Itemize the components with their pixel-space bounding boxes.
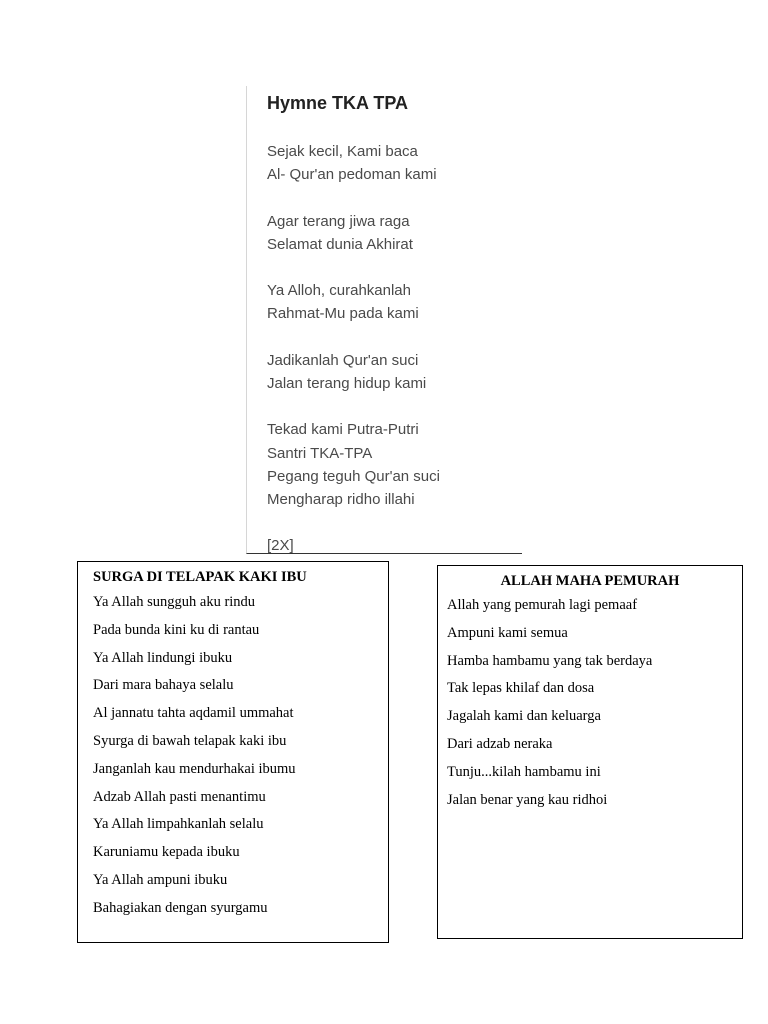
- verse-line: Pada bunda kini ku di rantau: [93, 621, 260, 638]
- surga-title: SURGA DI TELAPAK KAKI IBU: [93, 569, 307, 585]
- surga-verse-list: [93, 589, 388, 923]
- hymne-stanza: [267, 418, 440, 511]
- hymne-panel: [246, 86, 522, 554]
- hymne-line: Selamat dunia Akhirat: [267, 235, 413, 253]
- hymne-line: Ya Alloh, curahkanlah: [267, 282, 411, 300]
- hymne-stanza: [267, 140, 440, 186]
- hymne-line: Santri TKA-TPA: [267, 444, 373, 462]
- verse-line: Karuniamu kepada ibuku: [93, 844, 240, 861]
- verse-line: Syurga di bawah telapak kaki ibu: [93, 732, 287, 749]
- hymne-stanza: [267, 534, 440, 554]
- verse-line: Dari adzab neraka: [447, 735, 553, 752]
- hymne-line: Tekad kami Putra-Putri: [267, 421, 419, 439]
- hymne-repeat-mark: [2X]: [267, 537, 294, 554]
- hymne-line: Pegang teguh Qur'an suci: [267, 467, 440, 485]
- allah-verse-list: [447, 592, 742, 814]
- verse-line: Dari mara bahaya selalu: [93, 677, 234, 694]
- verse-line: Adzab Allah pasti menantimu: [93, 788, 266, 805]
- hymne-title: Hymne TKA TPA: [267, 93, 409, 113]
- allah-title: ALLAH MAHA PEMURAH: [500, 573, 680, 589]
- hymne-line: Agar terang jiwa raga: [267, 212, 410, 230]
- hymne-lyrics: [267, 140, 440, 554]
- hymne-stanza: [267, 279, 440, 325]
- verse-line: Al jannatu tahta aqdamil ummahat: [93, 705, 294, 722]
- verse-line: Ya Allah lindungi ibuku: [93, 649, 233, 666]
- verse-line: Ya Allah ampuni ibuku: [93, 871, 228, 888]
- surga-lyrics-box: [77, 561, 389, 943]
- hymne-line: Jadikanlah Qur'an suci: [267, 351, 419, 369]
- verse-line: Jalan benar yang kau ridhoi: [447, 791, 608, 808]
- hymne-line: Rahmat-Mu pada kami: [267, 305, 419, 323]
- hymne-line: Al- Qur'an pedoman kami: [267, 166, 437, 184]
- hymne-line: Sejak kecil, Kami baca: [267, 143, 418, 160]
- verse-line: Tak lepas khilaf dan dosa: [447, 680, 595, 697]
- hymne-stanza: [267, 210, 440, 256]
- hymne-line: Jalan terang hidup kami: [267, 374, 427, 392]
- verse-line: Jagalah kami dan keluarga: [447, 708, 601, 725]
- verse-line: Tunju...kilah hambamu ini: [447, 763, 601, 780]
- verse-line: Janganlah kau mendurhakai ibumu: [93, 760, 296, 777]
- hymne-stanza: [267, 349, 440, 395]
- verse-line: Ya Allah sungguh aku rindu: [93, 594, 256, 610]
- verse-line: Allah yang pemurah lagi pemaaf: [447, 597, 638, 613]
- verse-line: Hamba hambamu yang tak berdaya: [447, 652, 653, 669]
- hymne-line: Mengharap ridho illahi: [267, 490, 415, 508]
- allah-lyrics-box: [437, 565, 743, 939]
- verse-line: Ampuni kami semua: [447, 624, 568, 641]
- verse-line: Ya Allah limpahkanlah selalu: [93, 816, 264, 833]
- verse-line: Bahagiakan dengan syurgamu: [93, 899, 268, 916]
